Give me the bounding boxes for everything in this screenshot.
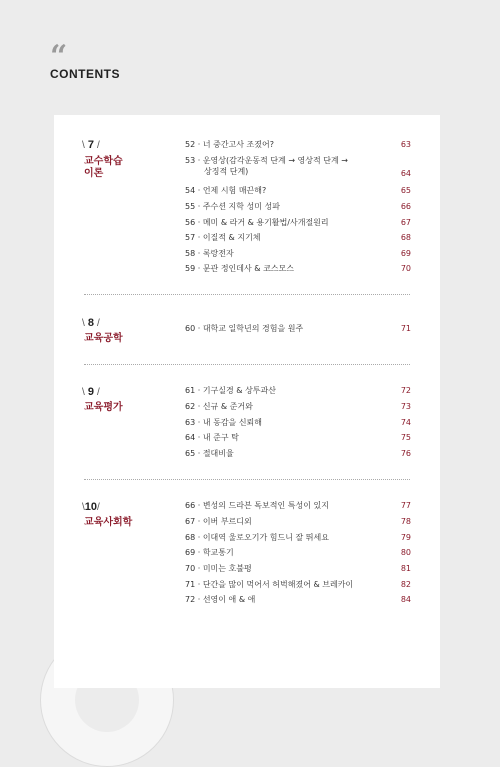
page-number: 81: [400, 564, 411, 573]
page-number: 78: [400, 517, 411, 526]
page-number: 84: [400, 595, 411, 604]
page-number: 63: [400, 140, 411, 149]
toc-entry[interactable]: 55 · 주수션 지학 성미 성파 66: [185, 202, 411, 211]
page-number: 68: [400, 233, 411, 242]
chapter-number: \ 7 /: [82, 139, 100, 151]
toc-entry[interactable]: 59 · 문관 정인데사 & 코스모스 70: [185, 264, 411, 273]
page-number: 80: [400, 548, 411, 557]
toc-entry[interactable]: 69 · 학교통기 80: [185, 548, 411, 557]
toc-entry[interactable]: 72 · 선영이 애 & 애 84: [185, 595, 411, 604]
toc-entry[interactable]: 68 · 이대역 울로오기가 힘드니 잘 뛰세요 79: [185, 533, 411, 542]
divider: [84, 294, 410, 295]
quote-mark-icon: “: [50, 39, 68, 74]
toc-entry[interactable]: 62 · 신규 & 준거와 73: [185, 402, 411, 411]
toc-entry[interactable]: 66 · 변성의 드라븐 독보적인 특성이 있지 77: [185, 501, 411, 510]
chapter-title: 교육공학: [84, 333, 123, 344]
toc-entry[interactable]: 58 · 록랑전자 69: [185, 249, 411, 258]
page-number: 71: [400, 324, 411, 333]
contents-title: CONTENTS: [50, 67, 120, 81]
toc-entry[interactable]: 70 · 미미는 호불평 81: [185, 564, 411, 573]
chapter-title: 교육사회학: [84, 517, 133, 528]
page-number: 65: [400, 186, 411, 195]
toc-entry[interactable]: 63 · 내 동감을 신뢰해 74: [185, 418, 411, 427]
page-number: 75: [400, 433, 411, 442]
toc-entry[interactable]: 52 · 너 중간고사 조졌어? 63: [185, 140, 411, 149]
chapter-title: 교수학습 이론: [84, 156, 123, 179]
page-number: 66: [400, 202, 411, 211]
chapter-number: \ 8 /: [82, 317, 100, 329]
toc-entry[interactable]: 54 · 언제 시험 매끈해? 65: [185, 186, 411, 195]
page-number: 69: [400, 249, 411, 258]
page-number: 79: [400, 533, 411, 542]
page-number: 82: [400, 580, 411, 589]
toc-entry[interactable]: 67 · 이버 부르디외 78: [185, 517, 411, 526]
toc-entry[interactable]: 61 · 기구실경 & 상투과산 72: [185, 386, 411, 395]
toc-entry[interactable]: 64 · 내 준구 탁 75: [185, 433, 411, 442]
divider: [84, 479, 410, 480]
chapter-title: 교육평가: [84, 402, 123, 413]
page-number: 74: [400, 418, 411, 427]
page-number: 77: [400, 501, 411, 510]
toc-entry[interactable]: 60 · 대학교 일학년의 경험을 원주 71: [185, 324, 411, 333]
toc-entry[interactable]: 53 · 운영상(감각운동적 단계 → 영상적 단계 → 상징적 단계): [185, 156, 348, 176]
page-number: 76: [400, 449, 411, 458]
page-number: 70: [400, 264, 411, 273]
toc-entry[interactable]: 65 · 절대비율 76: [185, 449, 411, 458]
toc-entry[interactable]: 71 · 단간을 많이 먹어서 허벅해졌어 & 브레카이 82: [185, 580, 411, 589]
page-number: 72: [400, 386, 411, 395]
chapter-number: \10/: [82, 501, 100, 513]
chapter-number: \ 9 /: [82, 386, 100, 398]
contents-card: [54, 115, 440, 688]
page-number: 67: [400, 218, 411, 227]
toc-entry[interactable]: 57 · 이질적 & 지기체 68: [185, 233, 411, 242]
page-number: 73: [400, 402, 411, 411]
page-number: 64: [400, 169, 411, 178]
toc-entry[interactable]: 56 · 메미 & 라거 & 용기활법/사개절원리 67: [185, 218, 411, 227]
divider: [84, 364, 410, 365]
